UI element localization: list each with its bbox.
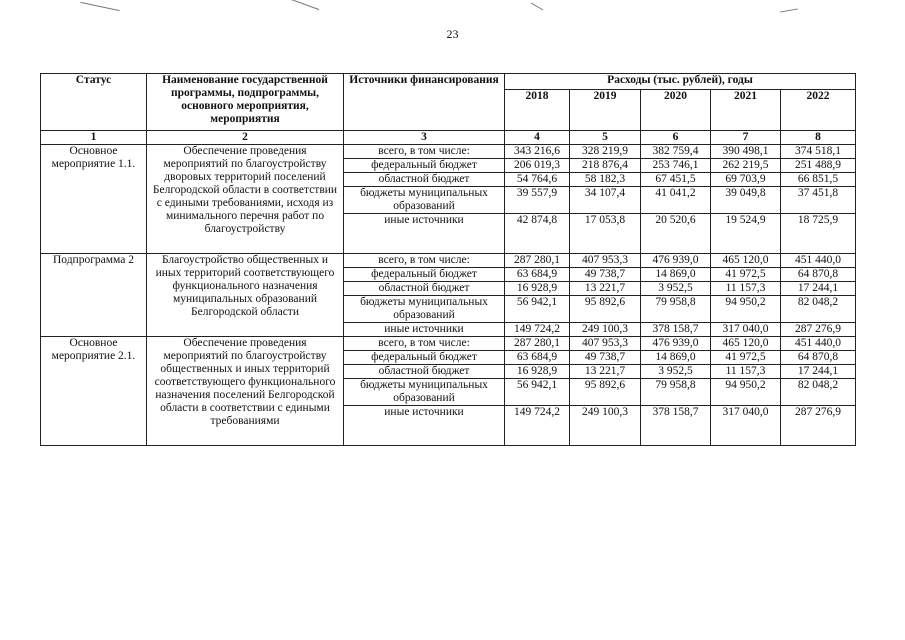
value-cell: 54 764,6	[505, 173, 570, 187]
funding-source: федеральный бюджет	[344, 351, 505, 365]
funding-source: всего, в том числе:	[344, 254, 505, 268]
value-cell: 287 276,9	[781, 323, 856, 337]
value-cell: 451 440,0	[781, 254, 856, 268]
funding-source: иные источники	[344, 406, 505, 446]
column-number: 8	[781, 131, 856, 145]
row-status: Основное мероприятие 2.1.	[41, 337, 147, 446]
value-cell: 95 892,6	[570, 296, 641, 323]
value-cell: 262 219,5	[711, 159, 781, 173]
value-cell: 218 876,4	[570, 159, 641, 173]
value-cell: 82 048,2	[781, 379, 856, 406]
funding-source: всего, в том числе:	[344, 337, 505, 351]
value-cell: 63 684,9	[505, 351, 570, 365]
value-cell: 378 158,7	[641, 406, 711, 446]
funding-source: иные источники	[344, 323, 505, 337]
header-year: 2022	[781, 90, 856, 131]
value-cell: 465 120,0	[711, 337, 781, 351]
funding-source: федеральный бюджет	[344, 268, 505, 282]
value-cell: 14 869,0	[641, 351, 711, 365]
table-row	[41, 337, 856, 351]
value-cell: 378 158,7	[641, 323, 711, 337]
funding-source: бюджеты муниципальных образований	[344, 296, 505, 323]
value-cell: 17 244,1	[781, 365, 856, 379]
budget-table	[40, 73, 856, 446]
value-cell: 251 488,9	[781, 159, 856, 173]
value-cell: 11 157,3	[711, 365, 781, 379]
value-cell: 18 725,9	[781, 214, 856, 254]
value-cell: 17 053,8	[570, 214, 641, 254]
value-cell: 64 870,8	[781, 351, 856, 365]
value-cell: 317 040,0	[711, 406, 781, 446]
value-cell: 328 219,9	[570, 145, 641, 159]
row-status: Подпрограмма 2	[41, 254, 147, 337]
value-cell: 476 939,0	[641, 337, 711, 351]
value-cell: 206 019,3	[505, 159, 570, 173]
row-name: Благоустройство общественных и иных территорий соответствующего функционального назначения муниципальных образований Белгородской области	[147, 254, 344, 337]
value-cell: 149 724,2	[505, 406, 570, 446]
value-cell: 67 451,5	[641, 173, 711, 187]
value-cell: 66 851,5	[781, 173, 856, 187]
value-cell: 82 048,2	[781, 296, 856, 323]
scan-mark	[531, 3, 544, 11]
row-status: Основное мероприятие 1.1.	[41, 145, 147, 254]
value-cell: 14 869,0	[641, 268, 711, 282]
value-cell: 390 498,1	[711, 145, 781, 159]
value-cell: 95 892,6	[570, 379, 641, 406]
header-year: 2019	[570, 90, 641, 131]
table-row	[41, 254, 856, 268]
value-cell: 94 950,2	[711, 296, 781, 323]
page-number: 23	[446, 27, 459, 41]
header-source: Источники финансирования	[344, 74, 505, 131]
value-cell: 249 100,3	[570, 406, 641, 446]
value-cell: 16 928,9	[505, 282, 570, 296]
column-number: 6	[641, 131, 711, 145]
value-cell: 49 738,7	[570, 351, 641, 365]
scan-mark	[780, 8, 798, 12]
value-cell: 343 216,6	[505, 145, 570, 159]
value-cell: 39 557,9	[505, 187, 570, 214]
value-cell: 41 972,5	[711, 351, 781, 365]
funding-source: областной бюджет	[344, 282, 505, 296]
funding-source: бюджеты муниципальных образований	[344, 379, 505, 406]
value-cell: 41 041,2	[641, 187, 711, 214]
value-cell: 42 874,8	[505, 214, 570, 254]
column-number: 3	[344, 131, 505, 145]
funding-source: иные источники	[344, 214, 505, 254]
value-cell: 39 049,8	[711, 187, 781, 214]
header-year: 2018	[505, 90, 570, 131]
funding-source: областной бюджет	[344, 365, 505, 379]
column-number: 4	[505, 131, 570, 145]
value-cell: 407 953,3	[570, 254, 641, 268]
value-cell: 37 451,8	[781, 187, 856, 214]
column-number: 5	[570, 131, 641, 145]
value-cell: 16 928,9	[505, 365, 570, 379]
value-cell: 17 244,1	[781, 282, 856, 296]
header-year: 2021	[711, 90, 781, 131]
value-cell: 49 738,7	[570, 268, 641, 282]
value-cell: 79 958,8	[641, 296, 711, 323]
value-cell: 69 703,9	[711, 173, 781, 187]
value-cell: 41 972,5	[711, 268, 781, 282]
funding-source: федеральный бюджет	[344, 159, 505, 173]
value-cell: 58 182,3	[570, 173, 641, 187]
header-name: Наименование государственной программы, подпрограммы, основного мероприятия, мероприятия	[147, 74, 344, 131]
scan-mark	[80, 2, 119, 11]
value-cell: 94 950,2	[711, 379, 781, 406]
column-number: 2	[147, 131, 344, 145]
value-cell: 407 953,3	[570, 337, 641, 351]
value-cell: 13 221,7	[570, 282, 641, 296]
value-cell: 287 280,1	[505, 337, 570, 351]
funding-source: всего, в том числе:	[344, 145, 505, 159]
value-cell: 56 942,1	[505, 379, 570, 406]
row-name: Обеспечение проведения мероприятий по благоустройству дворовых территорий поселений Белгородской области в соответствии с едиными требованиями, исходя из минимального перечня работ по благоустройству	[147, 145, 344, 254]
value-cell: 79 958,8	[641, 379, 711, 406]
value-cell: 13 221,7	[570, 365, 641, 379]
value-cell: 249 100,3	[570, 323, 641, 337]
value-cell: 287 276,9	[781, 406, 856, 446]
value-cell: 374 518,1	[781, 145, 856, 159]
row-name: Обеспечение проведения мероприятий по благоустройству общественных и иных территорий соответствующего функционального назначения поселений Белгородской области в соответствии с едиными требованиями	[147, 337, 344, 446]
value-cell: 20 520,6	[641, 214, 711, 254]
value-cell: 56 942,1	[505, 296, 570, 323]
value-cell: 3 952,5	[641, 365, 711, 379]
value-cell: 451 440,0	[781, 337, 856, 351]
column-number: 1	[41, 131, 147, 145]
table-row	[41, 145, 856, 159]
value-cell: 465 120,0	[711, 254, 781, 268]
value-cell: 3 952,5	[641, 282, 711, 296]
value-cell: 253 746,1	[641, 159, 711, 173]
value-cell: 317 040,0	[711, 323, 781, 337]
funding-source: областной бюджет	[344, 173, 505, 187]
value-cell: 149 724,2	[505, 323, 570, 337]
scan-mark	[291, 0, 320, 10]
value-cell: 63 684,9	[505, 268, 570, 282]
funding-source: бюджеты муниципальных образований	[344, 187, 505, 214]
value-cell: 382 759,4	[641, 145, 711, 159]
header-year: 2020	[641, 90, 711, 131]
value-cell: 34 107,4	[570, 187, 641, 214]
value-cell: 64 870,8	[781, 268, 856, 282]
value-cell: 287 280,1	[505, 254, 570, 268]
header-expenses: Расходы (тыс. рублей), годы	[505, 74, 856, 90]
value-cell: 11 157,3	[711, 282, 781, 296]
value-cell: 19 524,9	[711, 214, 781, 254]
header-status: Статус	[41, 74, 147, 131]
column-number: 7	[711, 131, 781, 145]
value-cell: 476 939,0	[641, 254, 711, 268]
